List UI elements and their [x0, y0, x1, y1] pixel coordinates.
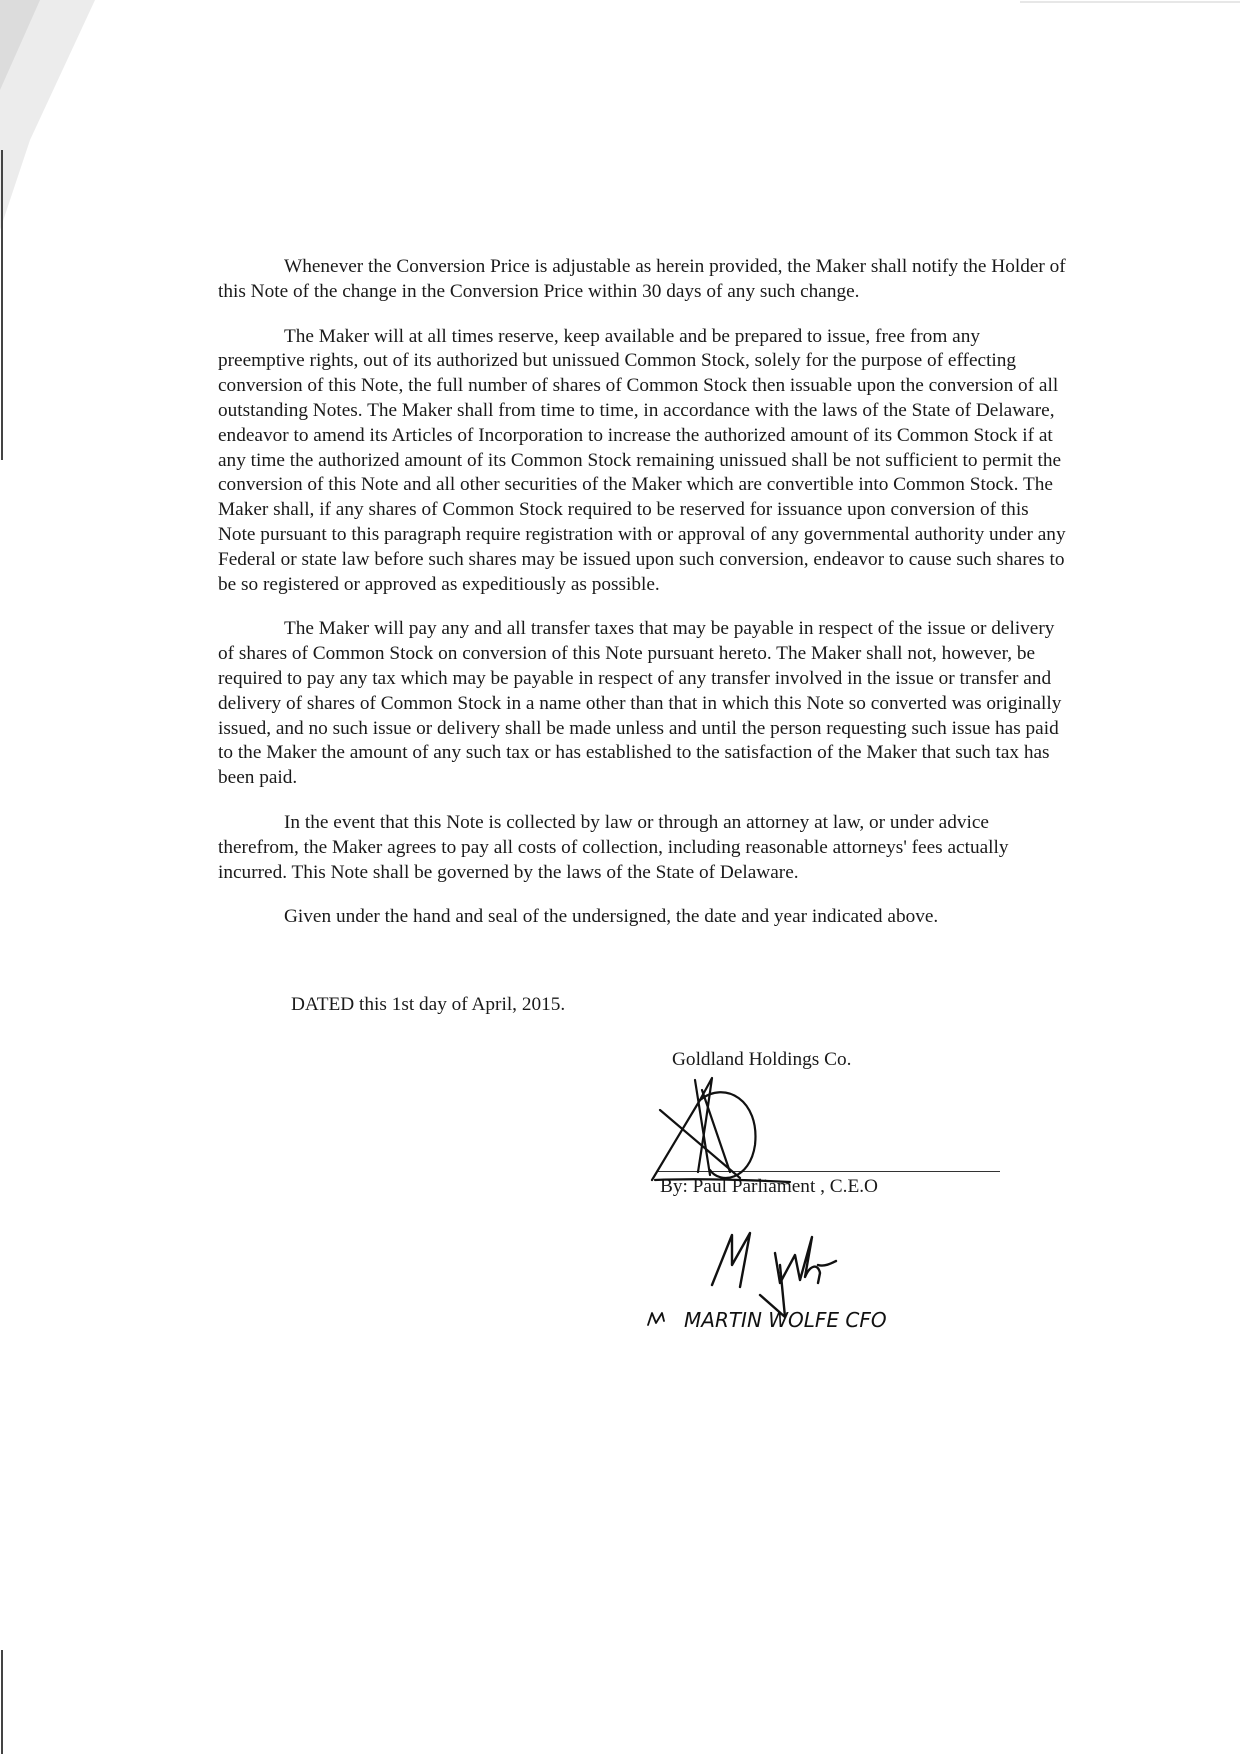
- cfo-handwritten-signature: [640, 1225, 1000, 1345]
- paragraph-conversion-notice: Whenever the Conversion Price is adjustable as herein provided, the Maker shall notify the Holder of this Note of the change in the Conversion Price within 30 days of any such change.: [218, 256, 1066, 302]
- handwritten-cfo-note: MARTIN WOLFE CFO: [684, 1308, 887, 1332]
- paragraph-reserve-stock: The Maker will at all times reserve, keep available and be prepared to issue, free from any preemptive rights, out of its authorized but unissued Common Stock, solely for the purpose of effecting conversion of this Note, the full number of shares of Common Stock then issuable upon the conversion of all outstanding Notes. The Maker shall from time to time, in accordance with the laws of the State of Delaware, endeavor to amend its Articles of Incorporation to increase the authorized amount of its Common Stock if at any time the authorized amount of its Common Stock remaining unissued shall be not sufficient to permit the conversion of this Note and all other securities of the Maker which are convertible into Common Stock. The Maker shall, if any shares of Common Stock required to be reserved for issuance upon conversion of this Note pursuant to this paragraph require registration with or approval of any governmental authority under any Federal or state law before such shares may be issued upon such conversion, endeavor to cause such shares to be so registered or approved as expeditiously as possible.: [218, 325, 1066, 595]
- paragraph-transfer-taxes: The Maker will pay any and all transfer taxes that may be payable in respect of the issue or delivery of shares of Common Stock on conversion of this Note pursuant hereto. The Maker shall not, however, be required to pay any tax which may be payable in respect of any transfer involved in the issue or transfer and delivery of shares of Common Stock in a name other than that in which this Note so converted was originally issued, and no such issue or delivery shall be made unless and until the person requesting such issue has paid to the Maker the amount of any such tax or has established to the satisfaction of the Maker that such tax has been paid.: [218, 618, 1062, 789]
- note-body: [218, 255, 1068, 950]
- signature-line: [658, 1171, 1000, 1172]
- signer-line: By: Paul Parliament , C.E.O: [660, 1176, 878, 1197]
- paragraph-given-under-seal: Given under the hand and seal of the undersigned, the date and year indicated above.: [284, 906, 939, 928]
- paragraph-collection-costs: In the event that this Note is collected by law or through an attorney at law, or under advice therefrom, the Maker agrees to pay all costs of collection, including reasonable attorneys' fees actually incurred. This Note shall be governed by the laws of the State of Delaware.: [218, 811, 1009, 883]
- company-name: Goldland Holdings Co.: [672, 1049, 852, 1070]
- dated-line: DATED this 1st day of April, 2015.: [291, 994, 566, 1015]
